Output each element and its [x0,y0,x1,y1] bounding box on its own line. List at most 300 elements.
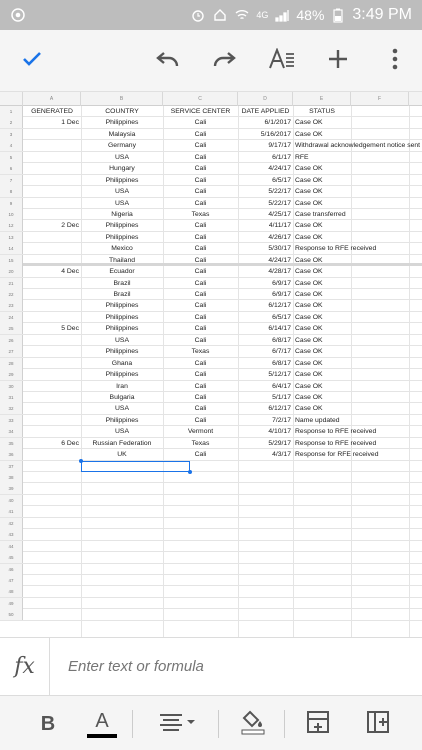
insert-column-button[interactable] [360,706,396,742]
row-number[interactable]: 46 [0,564,23,575]
cell-status[interactable]: Case OK [295,279,323,287]
cell-generated[interactable] [23,403,81,414]
cell-country[interactable]: Philippines [105,348,139,356]
cell-country[interactable] [81,609,163,620]
cell-generated[interactable] [23,300,81,311]
row-number[interactable]: 6 [0,163,23,174]
row-number[interactable]: 31 [0,392,23,403]
cell-generated[interactable] [23,289,81,300]
cell-date-applied[interactable]: 4/24/17 [268,165,291,173]
cell-status[interactable]: Withdrawal acknowledgement notice sent [295,142,421,150]
cell-service-center[interactable]: Cali [194,142,207,150]
row-number[interactable]: 47 [0,575,23,586]
row-number[interactable]: 21 [0,278,23,289]
cell-status[interactable] [293,598,422,609]
cell-date-applied[interactable] [238,552,293,563]
cell-country[interactable]: Philippines [105,119,139,127]
cell-service-center[interactable] [163,564,238,575]
cell-status[interactable] [293,564,422,575]
cell-service-center[interactable]: Cali [194,325,207,333]
row-number[interactable]: 5 [0,152,23,163]
cell-country[interactable]: Philippines [105,222,139,230]
cell-status[interactable]: Case OK [295,302,323,310]
cell-country[interactable]: Philippines [105,325,139,333]
cell-service-center[interactable]: Texas [191,348,210,356]
cell-status[interactable] [293,518,422,529]
cell-service-center[interactable]: Cali [194,165,207,173]
row-number[interactable]: 12 [0,220,23,231]
cell-date-applied[interactable]: 7/2/17 [272,416,291,424]
cell-service-center[interactable]: Cali [194,291,207,298]
cell-status[interactable] [293,575,422,586]
cell-date-applied[interactable]: 4/28/17 [268,268,291,276]
cell-date-applied[interactable]: 6/12/17 [268,302,291,310]
cell-generated[interactable] [23,541,81,552]
cell-date-applied[interactable]: 4/25/17 [268,210,291,218]
cell-status[interactable] [293,483,422,494]
cell-date-applied[interactable]: 6/7/17 [272,348,291,356]
cell-status[interactable]: RFE [295,153,309,161]
cell-generated[interactable] [23,415,81,426]
cell-service-center[interactable]: Cali [194,302,207,310]
text-format-button[interactable] [264,43,300,79]
insert-row-button[interactable] [300,706,336,742]
spreadsheet-grid[interactable] [0,92,422,637]
cell-date-applied[interactable] [238,506,293,517]
row-number[interactable]: 4 [0,140,23,151]
selection-handle[interactable] [79,459,83,463]
cell-service-center[interactable]: Cali [194,153,207,161]
cell-status[interactable]: Case OK [295,188,323,196]
cell-service-center[interactable]: Cali [194,245,207,253]
cell-date-applied[interactable]: 6/9/17 [272,279,291,287]
cell-status[interactable]: Case OK [295,348,323,356]
row-number[interactable]: 50 [0,609,23,620]
cell-date-applied[interactable] [238,529,293,540]
cell-generated[interactable] [23,381,81,392]
cell-service-center[interactable] [163,598,238,609]
cell-generated[interactable] [23,163,81,174]
bold-button[interactable]: B [40,712,56,735]
cell-service-center[interactable]: Cali [194,188,207,196]
cell-generated[interactable] [23,175,81,186]
cell-date-applied[interactable]: 6/1/2017 [264,119,291,127]
cell-service-center[interactable]: Cali [194,336,207,344]
cell-date-applied[interactable] [238,541,293,552]
cell-date-applied[interactable]: 6/4/17 [272,382,291,390]
header-service-center[interactable]: SERVICE CENTER [170,108,231,115]
row-number[interactable]: 35 [0,438,23,449]
cell-service-center[interactable]: Cali [194,119,207,127]
cell-date-applied[interactable]: 5/22/17 [268,199,291,207]
cell-status[interactable]: Case OK [295,336,323,344]
cell-country[interactable] [81,564,163,575]
cell-country[interactable] [81,506,163,517]
cell-date-applied[interactable]: 4/24/17 [268,256,291,264]
cell-date-applied[interactable] [238,461,293,472]
cell-service-center[interactable]: Cali [194,199,207,207]
cell-generated[interactable] [23,449,81,460]
cell-date-applied[interactable] [238,586,293,597]
cell-generated[interactable]: 5 Dec [61,325,79,333]
cell-country[interactable]: Germany [108,142,136,150]
cell-service-center[interactable] [163,518,238,529]
cell-date-applied[interactable]: 4/26/17 [268,233,291,241]
cell-service-center[interactable]: Cali [194,268,207,276]
cell-date-applied[interactable]: 6/8/17 [272,336,291,344]
cell-service-center[interactable] [163,483,238,494]
cell-date-applied[interactable] [238,598,293,609]
done-button[interactable] [14,43,50,79]
cell-status[interactable] [293,472,422,483]
cell-date-applied[interactable]: 6/12/17 [268,405,291,413]
row-number[interactable]: 36 [0,449,23,460]
cell-date-applied[interactable] [238,564,293,575]
text-color-swatch [87,734,117,738]
table-row [0,518,422,529]
cell-country[interactable]: Ecuador [109,268,135,276]
cell-date-applied[interactable]: 6/5/17 [272,313,291,321]
cell-generated[interactable] [23,129,81,140]
cell-date-applied[interactable]: 4/10/17 [268,428,291,436]
cell-status[interactable]: Case OK [295,371,323,379]
cell-status[interactable]: Case OK [295,291,323,298]
cell-status[interactable]: Case OK [295,359,323,367]
header-generated[interactable]: GENERATED [31,108,73,115]
row-number[interactable]: 9 [0,198,23,209]
cell-generated[interactable] [23,243,81,254]
cell-generated[interactable] [23,495,81,506]
row-number[interactable]: 29 [0,369,23,380]
row-number[interactable]: 33 [0,415,23,426]
cell-status[interactable] [293,609,422,620]
cell-country[interactable] [81,529,163,540]
row-number[interactable]: 30 [0,381,23,392]
cell-country[interactable]: Hungary [109,165,135,173]
cell-generated[interactable] [23,152,81,163]
cell-status[interactable]: Response to RFE received [295,439,377,447]
row-number[interactable]: 23 [0,300,23,311]
cell-country[interactable]: Nigeria [111,210,133,218]
table-row [0,163,422,174]
cell-country[interactable]: UK [117,451,127,459]
cell-status[interactable]: Case OK [295,325,323,333]
cell-status[interactable]: Case OK [295,313,323,321]
cell-service-center[interactable] [163,506,238,517]
row-number[interactable]: 49 [0,598,23,609]
cell-generated[interactable] [23,369,81,380]
cell-country[interactable]: USA [115,188,129,196]
cell-service-center[interactable]: Texas [191,439,210,447]
cell-status[interactable] [293,552,422,563]
column-header-f[interactable]: F [351,92,409,106]
corner-cell[interactable] [0,92,23,106]
cell-generated[interactable] [23,358,81,369]
cell-service-center[interactable]: Vermont [187,428,214,436]
cell-service-center[interactable]: Cali [194,382,207,390]
cell-status[interactable]: Case OK [295,256,323,264]
more-options-button[interactable] [377,43,413,79]
table-row [0,278,422,289]
cell-country[interactable]: USA [115,199,129,207]
cell-status[interactable]: Case OK [295,268,323,276]
cell-country[interactable]: Brazil [113,279,131,287]
cell-country[interactable]: Philippines [105,371,139,379]
cell-date-applied[interactable]: 6/9/17 [272,291,291,298]
column-header-b[interactable]: B [81,92,163,106]
cell-status[interactable]: Case OK [295,233,323,241]
cell-status[interactable]: Response to RFE received [295,245,377,253]
cell-status[interactable]: Name updated [295,416,340,424]
cell-service-center[interactable] [163,529,238,540]
cell-country[interactable] [81,518,163,529]
cell-status[interactable]: Case OK [295,405,323,413]
cell-country[interactable]: Bulgaria [109,393,135,401]
cell-status[interactable] [293,506,422,517]
cell-generated[interactable] [23,518,81,529]
undo-button[interactable] [150,43,186,79]
row-number[interactable]: 28 [0,358,23,369]
row-number[interactable]: 1 [0,106,23,117]
cell-service-center[interactable]: Cali [194,393,207,401]
row-number[interactable]: 45 [0,552,23,563]
cell-generated[interactable] [23,140,81,151]
table-row [0,335,422,346]
cell-date-applied[interactable]: 5/12/17 [268,371,291,379]
row-number[interactable]: 2 [0,117,23,128]
cell-country[interactable] [81,483,163,494]
cell-generated[interactable]: 6 Dec [61,439,79,447]
cell-service-center[interactable]: Cali [194,130,207,138]
cell-service-center[interactable]: Cali [194,451,207,459]
cell-date-applied[interactable]: 6/14/17 [268,325,291,333]
cell-country[interactable]: Philippines [105,302,139,310]
row-number[interactable]: 20 [0,266,23,277]
row-number[interactable]: 48 [0,586,23,597]
cell-country[interactable]: USA [115,405,129,413]
cell-service-center[interactable]: Cali [194,222,207,230]
text-color-button[interactable] [84,706,120,742]
cell-date-applied[interactable] [238,495,293,506]
cell-status[interactable] [293,541,422,552]
cell-generated[interactable] [23,575,81,586]
cell-country[interactable]: Ghana [111,359,133,367]
row-number[interactable]: 26 [0,335,23,346]
row-number[interactable]: 34 [0,426,23,437]
cell-date-applied[interactable]: 9/17/17 [268,142,291,150]
clock: 3:49 PM [352,6,412,23]
cell-date-applied[interactable]: 5/30/17 [268,245,291,253]
column-header-e[interactable]: E [293,92,351,106]
cell-service-center[interactable]: Cali [194,405,207,413]
row-number[interactable]: 44 [0,541,23,552]
formula-input[interactable] [68,658,408,675]
header-date-applied[interactable]: DATE APPLIED [241,108,290,115]
row-number[interactable]: 42 [0,518,23,529]
cell-date-applied[interactable]: 5/1/17 [272,393,291,401]
cell-service-center[interactable]: Cali [194,416,207,424]
row-number[interactable]: 32 [0,403,23,414]
cell-generated[interactable] [23,529,81,540]
cell-date-applied[interactable]: 5/29/17 [268,439,291,447]
cell-date-applied[interactable]: 6/8/17 [272,359,291,367]
row-number[interactable]: 27 [0,346,23,357]
table-row [0,175,422,186]
cell-generated[interactable] [23,312,81,323]
cell-generated[interactable] [23,392,81,403]
cell-country[interactable]: Philippines [105,233,139,241]
cell-country[interactable] [81,586,163,597]
cell-status[interactable]: Case OK [295,176,323,184]
cell-country[interactable]: Philippines [105,416,139,424]
cell-date-applied[interactable] [238,575,293,586]
cell-generated[interactable] [23,564,81,575]
cell-service-center[interactable] [163,472,238,483]
cell-generated[interactable] [23,335,81,346]
fill-color-button[interactable] [235,706,271,742]
cell-generated[interactable] [23,278,81,289]
cell-service-center[interactable] [163,495,238,506]
row-number[interactable]: 14 [0,243,23,254]
cell-generated[interactable] [23,472,81,483]
cell-country[interactable] [81,495,163,506]
cell-country[interactable] [81,552,163,563]
cell-status[interactable]: Response for RFE received [295,451,379,459]
cell-date-applied[interactable]: 6/1/17 [272,153,291,161]
column-header-c[interactable]: C [163,92,238,106]
row-number[interactable]: 24 [0,312,23,323]
row-number[interactable]: 37 [0,461,23,472]
cell-date-applied[interactable] [238,609,293,620]
cell-status[interactable]: Case OK [295,165,323,173]
column-header-a[interactable]: A [23,92,81,106]
cell-service-center[interactable]: Cali [194,176,207,184]
cell-service-center[interactable]: Cali [194,233,207,241]
cell-service-center[interactable] [163,575,238,586]
row-number[interactable]: 25 [0,323,23,334]
row-number[interactable]: 39 [0,483,23,494]
cell-status[interactable]: Case OK [295,222,323,230]
redo-button[interactable] [206,43,242,79]
cell-status[interactable]: Case OK [295,130,323,138]
row-number[interactable]: 10 [0,209,23,220]
cell-country[interactable]: USA [115,153,129,161]
cell-service-center[interactable] [163,586,238,597]
row-number[interactable]: 15 [0,255,23,266]
cell-country[interactable]: Thailand [108,256,136,264]
cell-generated[interactable]: 2 Dec [61,222,79,230]
cell-generated[interactable] [23,609,81,620]
cell-date-applied[interactable]: 6/5/17 [272,176,291,184]
cell-service-center[interactable]: Cali [194,279,207,287]
cell-service-center[interactable] [163,552,238,563]
cell-generated[interactable] [23,586,81,597]
insert-button[interactable] [320,43,356,79]
cell-date-applied[interactable]: 4/3/17 [272,451,291,459]
cell-country[interactable]: Mexico [111,245,133,253]
column-header-d[interactable]: D [238,92,293,106]
row-number[interactable]: 43 [0,529,23,540]
cell-country[interactable]: USA [115,336,129,344]
cell-country[interactable] [81,472,163,483]
cell-status[interactable]: Response to RFE received [295,428,377,436]
cell-country[interactable] [81,575,163,586]
cell-date-applied[interactable]: 5/16/2017 [260,130,291,138]
cell-generated[interactable] [23,426,81,437]
row-number[interactable]: 7 [0,175,23,186]
cell-generated[interactable]: 4 Dec [61,268,79,276]
cell-service-center[interactable] [163,541,238,552]
cell-status[interactable]: Case OK [295,119,323,127]
cell-status[interactable] [293,461,422,472]
row-number[interactable]: 13 [0,232,23,243]
selected-cell[interactable] [81,461,190,472]
cell-status[interactable] [293,495,422,506]
cell-generated[interactable] [23,186,81,197]
cell-generated[interactable] [23,255,81,266]
cell-date-applied[interactable]: 4/11/17 [268,222,291,230]
cell-status[interactable]: Case transferred [295,210,346,218]
row-number[interactable]: 8 [0,186,23,197]
cell-generated[interactable] [23,552,81,563]
cell-country[interactable]: Philippines [105,313,139,321]
cell-country[interactable]: Malaysia [108,130,136,138]
row-number[interactable]: 3 [0,129,23,140]
table-row [0,358,422,369]
cell-date-applied[interactable] [238,483,293,494]
cell-generated[interactable] [23,346,81,357]
cell-country[interactable]: Brazil [113,291,131,298]
cell-country[interactable]: Iran [116,382,128,390]
header-status[interactable]: STATUS [309,108,335,115]
cell-country[interactable] [81,598,163,609]
cell-country[interactable]: Philippines [105,176,139,184]
cell-status[interactable]: Case OK [295,382,323,390]
cell-generated[interactable] [23,483,81,494]
cell-country[interactable]: Russian Federation [92,439,152,447]
cell-date-applied[interactable] [238,518,293,529]
cell-generated[interactable] [23,461,81,472]
row-number[interactable]: 22 [0,289,23,300]
cell-generated[interactable] [23,232,81,243]
cell-service-center[interactable]: Cali [194,359,207,367]
cell-status[interactable] [293,586,422,597]
cell-generated[interactable] [23,506,81,517]
cell-country[interactable]: USA [115,428,129,436]
cell-service-center[interactable] [163,609,238,620]
cell-service-center[interactable]: Cali [194,256,207,264]
cell-country[interactable] [81,541,163,552]
cell-generated[interactable]: 1 Dec [61,119,79,127]
row-number[interactable]: 41 [0,506,23,517]
function-button[interactable]: fx [0,638,50,696]
cell-status[interactable]: Case OK [295,199,323,207]
row-number[interactable]: 38 [0,472,23,483]
cell-generated[interactable] [23,198,81,209]
cell-generated[interactable] [23,209,81,220]
cell-date-applied[interactable]: 5/22/17 [268,188,291,196]
cell-service-center[interactable]: Cali [194,371,207,379]
cell-date-applied[interactable] [238,472,293,483]
align-button[interactable] [155,706,201,742]
cell-status[interactable]: Case OK [295,393,323,401]
row-number[interactable]: 40 [0,495,23,506]
cell-status[interactable] [293,529,422,540]
header-country[interactable]: COUNTRY [105,108,139,115]
cell-service-center[interactable]: Texas [191,210,210,218]
cell-service-center[interactable]: Cali [194,313,207,321]
cell-generated[interactable] [23,598,81,609]
